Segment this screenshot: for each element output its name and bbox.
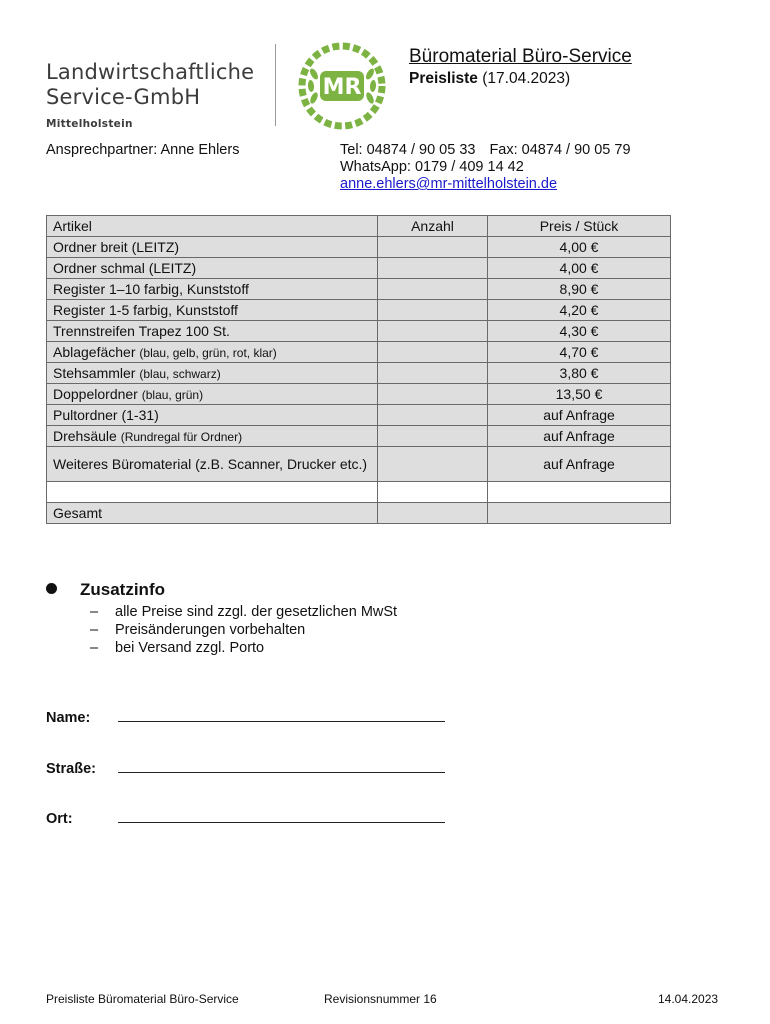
table-header-row [47,216,671,237]
document-title-block [409,46,632,89]
empty-cell[interactable] [378,482,488,503]
price-cell: 4,20 € [488,300,671,321]
city-row [46,811,445,827]
name-field[interactable] [118,711,445,722]
price-cell: 13,50 € [488,384,671,405]
header-quantity: Anzahl [378,216,488,237]
total-price-cell[interactable] [488,503,671,524]
article-cell: Ordner schmal (LEITZ) [47,258,378,279]
table-row [47,384,671,405]
price-cell: 4,30 € [488,321,671,342]
article-cell: Ordner breit (LEITZ) [47,237,378,258]
article-cell: Register 1–10 farbig, Kunststoff [47,279,378,300]
document-title: Büromaterial Büro-Service [409,46,632,67]
price-cell: 4,00 € [488,237,671,258]
contact-phone: Tel: 04874 / 90 05 33 [340,142,476,158]
table-row [47,405,671,426]
additional-info [46,580,397,657]
subtitle-label: Preisliste [409,70,478,87]
company-region: Mittelholstein [46,118,133,130]
article-note: (blau, gelb, grün, rot, klar) [139,345,277,360]
footer-date: 14.04.2023 [658,992,719,1006]
total-label: Gesamt [47,503,378,524]
table-row [47,363,671,384]
price-cell: 3,80 € [488,363,671,384]
price-cell: 4,70 € [488,342,671,363]
article-note: (blau, grün) [141,387,204,402]
document-subtitle [409,69,632,89]
table-row [47,321,671,342]
logo-text: MR [322,75,362,100]
article-cell: Stehsammler (blau, schwarz) [47,363,378,384]
total-quantity-cell[interactable] [378,503,488,524]
quantity-cell[interactable] [378,447,488,482]
price-cell: auf Anfrage [488,405,671,426]
table-row [47,258,671,279]
article-cell: Weiteres Büromaterial (z.B. Scanner, Drucker etc.) [47,447,378,482]
subtitle-date: (17.04.2023) [482,70,571,87]
price-cell: 8,90 € [488,279,671,300]
contact-fax: Fax: 04874 / 90 05 79 [489,142,631,158]
article-cell: Trennstreifen Trapez 100 St. [47,321,378,342]
bullet-icon [46,583,57,594]
name-row [46,710,445,726]
article-cell: Register 1-5 farbig, Kunststoff [47,300,378,321]
street-row [46,761,445,777]
list-item: – alle Preise sind zzgl. der gesetzlichen MwSt [90,604,398,620]
table-row [47,237,671,258]
contact-person: Ansprechpartner: Anne Ehlers [46,142,240,158]
quantity-cell[interactable] [378,237,488,258]
header-divider [275,44,276,126]
price-cell: auf Anfrage [488,426,671,447]
company-name-line1: Landwirtschaftliche [46,60,255,84]
header-article: Artikel [47,216,378,237]
article-cell: Doppelordner (blau, grün) [47,384,378,405]
contact-whatsapp: WhatsApp: 0179 / 409 14 42 [340,159,524,175]
table-row [47,300,671,321]
list-item: – Preisänderungen vorbehalten [90,622,306,638]
empty-row [47,482,671,503]
article-note: (Rundregal für Ordner) [120,429,243,444]
quantity-cell[interactable] [378,321,488,342]
company-name-line2: Service-GmbH [46,85,201,109]
table-row [47,447,671,482]
table-row [47,342,671,363]
footer-document-name: Preisliste Büromaterial Büro-Service [46,992,239,1006]
quantity-cell[interactable] [378,405,488,426]
article-note: (blau, schwarz) [139,366,221,381]
quantity-cell[interactable] [378,342,488,363]
city-field[interactable] [118,812,445,823]
empty-cell[interactable] [488,482,671,503]
table-row [47,279,671,300]
quantity-cell[interactable] [378,300,488,321]
footer-revision: Revisionsnummer 16 [324,992,437,1006]
quantity-cell[interactable] [378,279,488,300]
city-label: Ort: [46,811,73,827]
empty-cell[interactable] [47,482,378,503]
price-table [46,215,671,524]
article-cell: Pultordner (1-31) [47,405,378,426]
quantity-cell[interactable] [378,258,488,279]
name-label: Name: [46,710,91,726]
list-item: – bei Versand zzgl. Porto [90,640,265,656]
company-name [46,60,254,130]
quantity-cell[interactable] [378,384,488,405]
price-cell: 4,00 € [488,258,671,279]
contact-details [340,142,631,193]
table-row [47,426,671,447]
header-price: Preis / Stück [488,216,671,237]
price-cell: auf Anfrage [488,447,671,482]
quantity-cell[interactable] [378,426,488,447]
quantity-cell[interactable] [378,363,488,384]
mr-logo-icon [298,42,386,130]
street-label: Straße: [46,761,96,777]
info-list [46,603,397,657]
street-field[interactable] [118,762,445,773]
info-heading: Zusatzinfo [80,580,165,599]
article-cell: Drehsäule (Rundregal für Ordner) [47,426,378,447]
article-cell: Ablagefächer (blau, gelb, grün, rot, klar) [47,342,378,363]
contact-email-link[interactable]: anne.ehlers@mr-mittelholstein.de [340,176,558,192]
total-row [47,503,671,524]
